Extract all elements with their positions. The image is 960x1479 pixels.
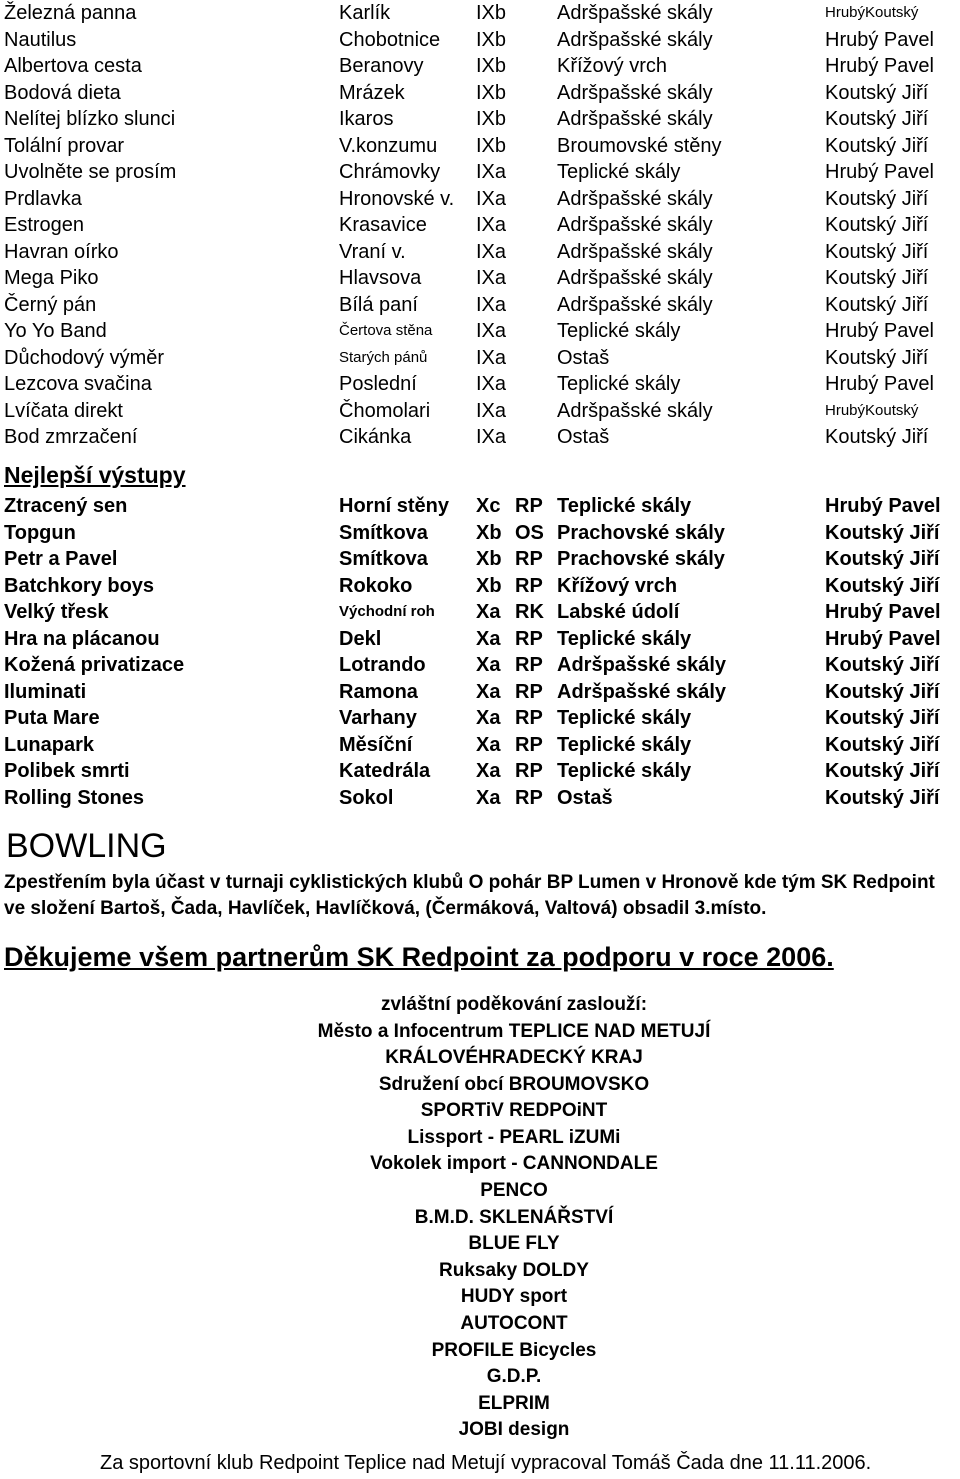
table-row — [4, 159, 954, 186]
ascent-style: RP — [515, 495, 543, 517]
ascent-grade: Xc — [476, 495, 501, 517]
ascent-grade: Xb — [476, 548, 502, 570]
route-sector: Čhomolari — [339, 399, 431, 422]
route-climber: Koutský Jiří — [825, 108, 929, 130]
table-row — [4, 53, 954, 80]
ascent-grade: Xa — [476, 627, 501, 650]
route-climber: Koutský Jiří — [825, 293, 929, 316]
route-grade: IXb — [476, 28, 507, 51]
table-row — [4, 679, 954, 706]
ascent-climber: Koutský Jiří — [825, 786, 940, 809]
route-area: Teplické skály — [557, 320, 681, 342]
ascent-area: Adršpašské skály — [557, 680, 727, 703]
table-row — [4, 546, 954, 573]
ascent-area: Křížový vrch — [557, 574, 678, 597]
bowling-paragraph: Zpestřením byla účast v turnaji cyklistických klubů O pohár BP Lumen v Hronově kde tým SK Redpoint ve složení Bartoš, Čada, Havlíček, Havlíčková, (Čermáková, Valtová) obsadil 3.místo. — [4, 872, 935, 919]
table-row — [4, 27, 954, 54]
route-grade: IXa — [476, 267, 507, 289]
route-climber: Koutský Jiří — [825, 240, 929, 263]
table-row — [4, 626, 954, 653]
best-ascents-table — [4, 493, 954, 811]
ascent-name: Velký třesk — [4, 601, 109, 623]
route-sector: Hronovské v. — [339, 187, 455, 210]
partner-item: JOBI design — [458, 1419, 570, 1441]
route-climber: Koutský Jiří — [825, 346, 929, 369]
partner-item: Město a Infocentrum TEPLICE NAD METUJÍ — [317, 1020, 711, 1042]
route-climber: Hrubý Pavel — [825, 320, 934, 342]
route-sector: Ikaros — [339, 108, 394, 130]
route-grade: IXa — [476, 399, 507, 422]
route-name: Havran oírko — [4, 240, 119, 263]
route-name: Mega Piko — [4, 267, 99, 289]
route-sector: Čertova stěna — [339, 322, 433, 339]
partner-item: PROFILE Bicycles — [431, 1339, 597, 1361]
route-climber: Hrubý Pavel — [825, 373, 934, 395]
route-climber: HrubýKoutský — [825, 4, 919, 21]
routes-table — [4, 0, 954, 451]
ascent-climber: Koutský Jiří — [825, 680, 940, 703]
ascent-climber: Hrubý Pavel — [825, 601, 941, 623]
ascent-style: RP — [515, 574, 543, 597]
table-row — [4, 652, 954, 679]
route-grade: IXb — [476, 108, 507, 130]
route-grade: IXa — [476, 187, 507, 210]
route-climber: Koutský Jiří — [825, 187, 929, 210]
ascent-style: RP — [515, 627, 543, 650]
ascent-style: RP — [515, 707, 543, 729]
ascent-area: Adršpašské skály — [557, 654, 727, 676]
ascent-area: Ostaš — [557, 786, 613, 809]
ascent-grade: Xa — [476, 733, 501, 756]
route-area: Adršpašské skály — [557, 187, 713, 210]
route-sector: Chrámovky — [339, 161, 441, 183]
route-sector: Starých pánů — [339, 348, 428, 366]
route-area: Adršpašské skály — [557, 108, 713, 130]
route-name: Albertova cesta — [4, 55, 142, 77]
route-climber: Koutský Jiří — [825, 426, 929, 448]
route-sector: Bílá paní — [339, 293, 418, 316]
ascent-style: RK — [515, 601, 544, 623]
ascent-grade: Xa — [476, 760, 501, 782]
partner-item: AUTOCONT — [460, 1313, 568, 1335]
ascent-style: OS — [515, 521, 544, 544]
route-area: Teplické skály — [557, 373, 681, 395]
route-area: Adršpašské skály — [557, 399, 713, 422]
route-area: Adršpašské skály — [557, 240, 713, 263]
ascent-climber: Koutský Jiří — [825, 574, 940, 597]
table-row — [4, 0, 954, 27]
table-row — [4, 318, 954, 345]
ascent-style: RP — [515, 760, 543, 782]
ascent-style: RP — [515, 733, 543, 756]
route-name: Černý pán — [4, 293, 97, 316]
route-grade: IXb — [476, 2, 507, 24]
route-grade: IXa — [476, 373, 507, 395]
route-sector: V.konzumu — [339, 134, 438, 157]
table-row — [4, 212, 954, 239]
ascent-area: Teplické skály — [557, 707, 692, 729]
route-area: Adršpašské skály — [557, 81, 713, 104]
partner-item: PENCO — [480, 1180, 548, 1202]
ascent-area: Prachovské skály — [557, 521, 725, 544]
partner-item: Sdružení obcí BROUMOVSKO — [378, 1073, 650, 1095]
table-row — [4, 239, 954, 266]
ascent-grade: Xb — [476, 574, 502, 597]
route-grade: IXb — [476, 81, 507, 104]
ascent-name: Batchkory boys — [4, 574, 155, 597]
route-name: Bodová dieta — [4, 81, 121, 104]
ascent-area: Labské údolí — [557, 601, 680, 623]
ascent-name: Lunapark — [4, 733, 95, 756]
partner-item: B.M.D. SKLENÁŘSTVÍ — [414, 1206, 614, 1228]
partner-item: KRÁLOVÉHRADECKÝ KRAJ — [385, 1047, 643, 1069]
route-area: Ostaš — [557, 346, 610, 369]
route-name: Nautilus — [4, 28, 77, 51]
ascent-sector: Rokoko — [339, 574, 413, 597]
route-name: Estrogen — [4, 214, 85, 236]
table-row — [4, 493, 954, 520]
route-grade: IXa — [476, 214, 507, 236]
partners-intro: zvláštní poděkování zaslouží: — [380, 994, 648, 1015]
ascent-area: Teplické skály — [557, 760, 692, 782]
route-name: Yo Yo Band — [4, 320, 107, 342]
ascent-sector: Lotrando — [339, 654, 426, 676]
ascent-name: Topgun — [4, 521, 76, 544]
route-climber: Koutský Jiří — [825, 134, 929, 157]
table-row — [4, 599, 954, 626]
partner-item: ELPRIM — [478, 1392, 550, 1414]
ascent-sector: Měsíční — [339, 733, 413, 756]
ascent-name: Polibek smrti — [4, 760, 130, 782]
route-name: Železná panna — [4, 2, 137, 24]
ascent-sector: Východní roh — [339, 603, 435, 620]
route-grade: IXa — [476, 161, 507, 183]
ascent-climber: Koutský Jiří — [825, 760, 940, 782]
ascent-sector: Ramona — [339, 680, 418, 703]
route-grade: IXa — [476, 293, 507, 316]
route-sector: Hlavsova — [339, 267, 422, 289]
ascent-style: RP — [515, 680, 543, 703]
route-grade: IXb — [476, 134, 507, 157]
ascent-grade: Xb — [476, 521, 502, 544]
route-area: Adršpašské skály — [557, 267, 713, 289]
table-row — [4, 80, 954, 107]
table-row — [4, 265, 954, 292]
table-row — [4, 186, 954, 213]
route-area: Adršpašské skály — [557, 28, 713, 51]
ascent-name: Kožená privatizace — [4, 654, 185, 676]
route-name: Bod zmrzačení — [4, 426, 138, 448]
table-row — [4, 758, 954, 785]
ascent-name: Petr a Pavel — [4, 548, 118, 570]
route-climber: Hrubý Pavel — [825, 28, 934, 51]
ascent-area: Teplické skály — [557, 495, 692, 517]
ascent-grade: Xa — [476, 707, 501, 729]
best-ascents-heading: Nejlepší výstupy — [4, 462, 186, 488]
route-sector: Vraní v. — [339, 240, 406, 263]
table-row — [4, 106, 954, 133]
table-row — [4, 133, 954, 160]
ascent-climber: Koutský Jiří — [825, 654, 940, 676]
route-area: Adršpašské skály — [557, 214, 713, 236]
route-area: Křížový vrch — [557, 55, 668, 77]
route-climber: Hrubý Pavel — [825, 161, 934, 183]
table-row — [4, 785, 954, 812]
table-row — [4, 520, 954, 547]
route-name: Tolální provar — [4, 134, 125, 157]
ascent-style: RP — [515, 654, 543, 676]
bowling-heading: BOWLING — [6, 827, 167, 865]
route-area: Teplické skály — [557, 161, 681, 183]
ascent-name: Rolling Stones — [4, 786, 144, 809]
ascent-sector: Sokol — [339, 786, 394, 809]
route-name: Důchodový výměr — [4, 346, 165, 369]
ascent-grade: Xa — [476, 680, 501, 703]
route-area: Broumovské stěny — [557, 134, 722, 157]
ascent-style: RP — [515, 548, 543, 570]
route-grade: IXa — [476, 426, 507, 448]
route-grade: IXb — [476, 55, 507, 77]
route-climber: Koutský Jiří — [825, 267, 929, 289]
route-grade: IXa — [476, 240, 507, 263]
route-area: Ostaš — [557, 426, 610, 448]
ascent-name: Hra na plácanou — [4, 627, 160, 650]
ascent-climber: Koutský Jiří — [825, 733, 940, 756]
route-name: Uvolněte se prosím — [4, 161, 177, 183]
table-row — [4, 705, 954, 732]
partner-item: SPORTiV REDPOiNT — [420, 1100, 608, 1122]
table-row — [4, 292, 954, 319]
ascent-grade: Xa — [476, 786, 501, 809]
table-row — [4, 345, 954, 372]
partner-item: Ruksaky DOLDY — [439, 1259, 589, 1281]
table-row — [4, 371, 954, 398]
ascent-sector: Smítkova — [339, 548, 428, 570]
route-name: Nelítej blízko slunci — [4, 108, 176, 130]
partner-item: HUDY sport — [460, 1286, 568, 1308]
route-sector: Beranovy — [339, 55, 424, 77]
thanks-heading: Děkujeme všem partnerům SK Redpoint za podporu v roce 2006. — [4, 942, 834, 972]
route-area: Adršpašské skály — [557, 2, 713, 24]
ascent-climber: Hrubý Pavel — [825, 627, 941, 650]
partner-item: BLUE FLY — [468, 1233, 560, 1255]
partners-list — [280, 992, 748, 1444]
ascent-area: Prachovské skály — [557, 548, 725, 570]
ascent-name: Ztracený sen — [4, 495, 128, 517]
route-sector: Mrázek — [339, 81, 405, 104]
route-climber: Hrubý Pavel — [825, 55, 934, 77]
table-row — [4, 398, 954, 425]
partner-item: Lissport - PEARL iZUMi — [407, 1126, 621, 1148]
route-climber: Koutský Jiří — [825, 214, 929, 236]
route-sector: Chobotnice — [339, 28, 441, 51]
ascent-area: Teplické skály — [557, 627, 692, 650]
ascent-sector: Katedrála — [339, 760, 431, 782]
table-row — [4, 573, 954, 600]
ascent-grade: Xa — [476, 654, 501, 676]
route-name: Lezcova svačina — [4, 373, 152, 395]
route-sector: Poslední — [339, 373, 417, 395]
ascent-grade: Xa — [476, 601, 501, 623]
footer — [0, 1449, 960, 1477]
ascent-sector: Smítkova — [339, 521, 428, 544]
route-climber: Koutský Jiří — [825, 81, 929, 104]
ascent-climber: Koutský Jiří — [825, 548, 940, 570]
route-sector: Karlík — [339, 2, 391, 24]
ascent-sector: Dekl — [339, 627, 382, 650]
ascent-name: Iluminati — [4, 680, 87, 703]
ascent-name: Puta Mare — [4, 707, 100, 729]
table-row — [4, 424, 954, 451]
ascent-area: Teplické skály — [557, 733, 692, 756]
ascent-style: RP — [515, 786, 543, 809]
route-sector: Krasavice — [339, 214, 427, 236]
ascent-sector: Horní stěny — [339, 495, 450, 517]
route-name: Prdlavka — [4, 187, 82, 210]
ascent-climber: Koutský Jiří — [825, 521, 940, 544]
route-name: Lvíčata direkt — [4, 399, 123, 422]
footer-text: Za sportovní klub Redpoint Teplice nad Metují vypracoval Tomáš Čada dne 11.11.2006. — [100, 1452, 872, 1474]
route-grade: IXa — [476, 320, 507, 342]
route-area: Adršpašské skály — [557, 293, 713, 316]
partner-item: Vokolek import - CANNONDALE — [370, 1153, 658, 1175]
partner-item: G.D.P. — [486, 1366, 542, 1388]
ascent-climber: Hrubý Pavel — [825, 495, 941, 517]
table-row — [4, 732, 954, 759]
route-grade: IXa — [476, 346, 507, 369]
ascent-sector: Varhany — [339, 707, 417, 729]
route-sector: Cikánka — [339, 426, 412, 448]
route-climber: HrubýKoutský — [825, 401, 919, 419]
ascent-climber: Koutský Jiří — [825, 707, 940, 729]
